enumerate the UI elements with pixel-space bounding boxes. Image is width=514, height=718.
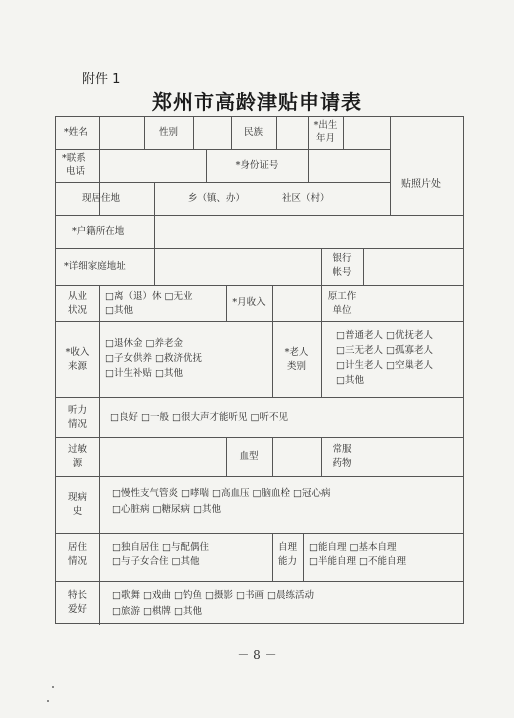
bank-label-line2: 帐号 xyxy=(332,267,352,278)
living-label-line2: 情况 xyxy=(67,556,87,567)
birth-label-line2: 年月 xyxy=(315,133,335,144)
employment-label-line2: 状况 xyxy=(67,305,87,316)
household-label: *户籍所在地 xyxy=(72,226,125,237)
elder-options-line2: □三无老人 □孤寡老人 xyxy=(336,345,433,356)
income-options-line2: □子女供养 □救济优抚 xyxy=(105,353,202,364)
hobby-label-line1: 特长 xyxy=(67,590,87,601)
elder-options-line1: □普通老人 □优抚老人 xyxy=(336,330,433,341)
former-work-label-line2: 单位 xyxy=(332,305,352,316)
selfcare-label-line1: 自理 xyxy=(277,542,297,553)
living-options-line1: □独自居住 □与配偶住 xyxy=(112,542,209,553)
community-label: 社区（村） xyxy=(282,193,330,204)
illness-label-line1: 现病 xyxy=(67,492,87,503)
selfcare-options-line1: □能自理 □基本自理 xyxy=(309,542,397,553)
hobby-options-line1: □歌舞 □戏曲 □钓鱼 □摄影 □书画 □晨练活动 xyxy=(112,590,314,601)
address-label: *详细家庭地址 xyxy=(64,261,126,272)
monthly-income-label: *月收入 xyxy=(232,297,266,308)
id-number-label: *身份证号 xyxy=(235,160,279,171)
employment-label-line1: 从业 xyxy=(67,291,87,302)
gender-label: 性别 xyxy=(158,127,178,138)
employment-options-line2: □其他 xyxy=(105,305,133,316)
hobby-label-line2: 爱好 xyxy=(67,604,87,615)
hearing-label-line1: 听力 xyxy=(67,405,87,416)
income-source-label-line2: 来源 xyxy=(67,361,87,372)
name-label: *姓名 xyxy=(64,127,88,138)
hearing-label-line2: 情况 xyxy=(67,419,87,430)
elder-options-line3: □计生老人 □空巢老人 xyxy=(336,360,433,371)
allergy-label-line2: 源 xyxy=(72,458,83,469)
residence-label: 现居住地 xyxy=(82,193,121,204)
hearing-options: □良好 □一般 □很大声才能听见 □听不见 xyxy=(110,412,288,423)
living-options-line2: □与子女合住 □其他 xyxy=(112,556,200,567)
income-source-label-line1: *收入 xyxy=(65,347,90,358)
medication-label-line1: 常服 xyxy=(332,444,352,455)
ethnicity-label: 民族 xyxy=(243,127,263,138)
phone-label-line2: 电话 xyxy=(66,166,86,177)
scan-speck xyxy=(52,686,54,688)
township-label: 乡（镇、办） xyxy=(188,193,246,204)
blood-type-label: 血型 xyxy=(239,451,259,462)
elder-type-label-line2: 类别 xyxy=(286,361,306,372)
former-work-label-line1: 原工作 xyxy=(327,291,357,302)
living-label-line1: 居住 xyxy=(67,542,87,553)
medication-label-line2: 药物 xyxy=(332,458,352,469)
income-options-line3: □计生补贴 □其他 xyxy=(105,368,183,379)
selfcare-label-line2: 能力 xyxy=(277,556,297,567)
illness-options-line1: □慢性支气管炎 □哮喘 □高血压 □脑血栓 □冠心病 xyxy=(112,488,331,499)
allergy-label-line1: 过敏 xyxy=(67,444,87,455)
hobby-options-line2: □旅游 □棋牌 □其他 xyxy=(112,606,202,617)
photo-placeholder: 贴照片处 xyxy=(401,179,441,190)
illness-options-line2: □心脏病 □糖尿病 □其他 xyxy=(112,504,221,515)
income-options-line1: □退休金 □养老金 xyxy=(105,338,183,349)
employment-options-line1: □离（退）休 □无业 xyxy=(105,291,193,302)
elder-type-label-line1: *老人 xyxy=(284,347,309,358)
elder-options-line4: □其他 xyxy=(336,375,364,386)
birth-label-line1: *出生 xyxy=(313,120,338,131)
application-form-table xyxy=(55,116,464,624)
page-number: － 8 － xyxy=(237,648,277,662)
bank-label-line1: 银行 xyxy=(332,253,352,264)
illness-label-line2: 史 xyxy=(72,506,83,517)
selfcare-options-line2: □半能自理 □不能自理 xyxy=(309,556,406,567)
scan-speck xyxy=(47,700,49,702)
form-title: 郑州市高龄津贴申请表 xyxy=(152,90,362,114)
phone-label-line1: *联系 xyxy=(62,153,86,164)
attachment-label: 附件 1 xyxy=(82,72,121,87)
